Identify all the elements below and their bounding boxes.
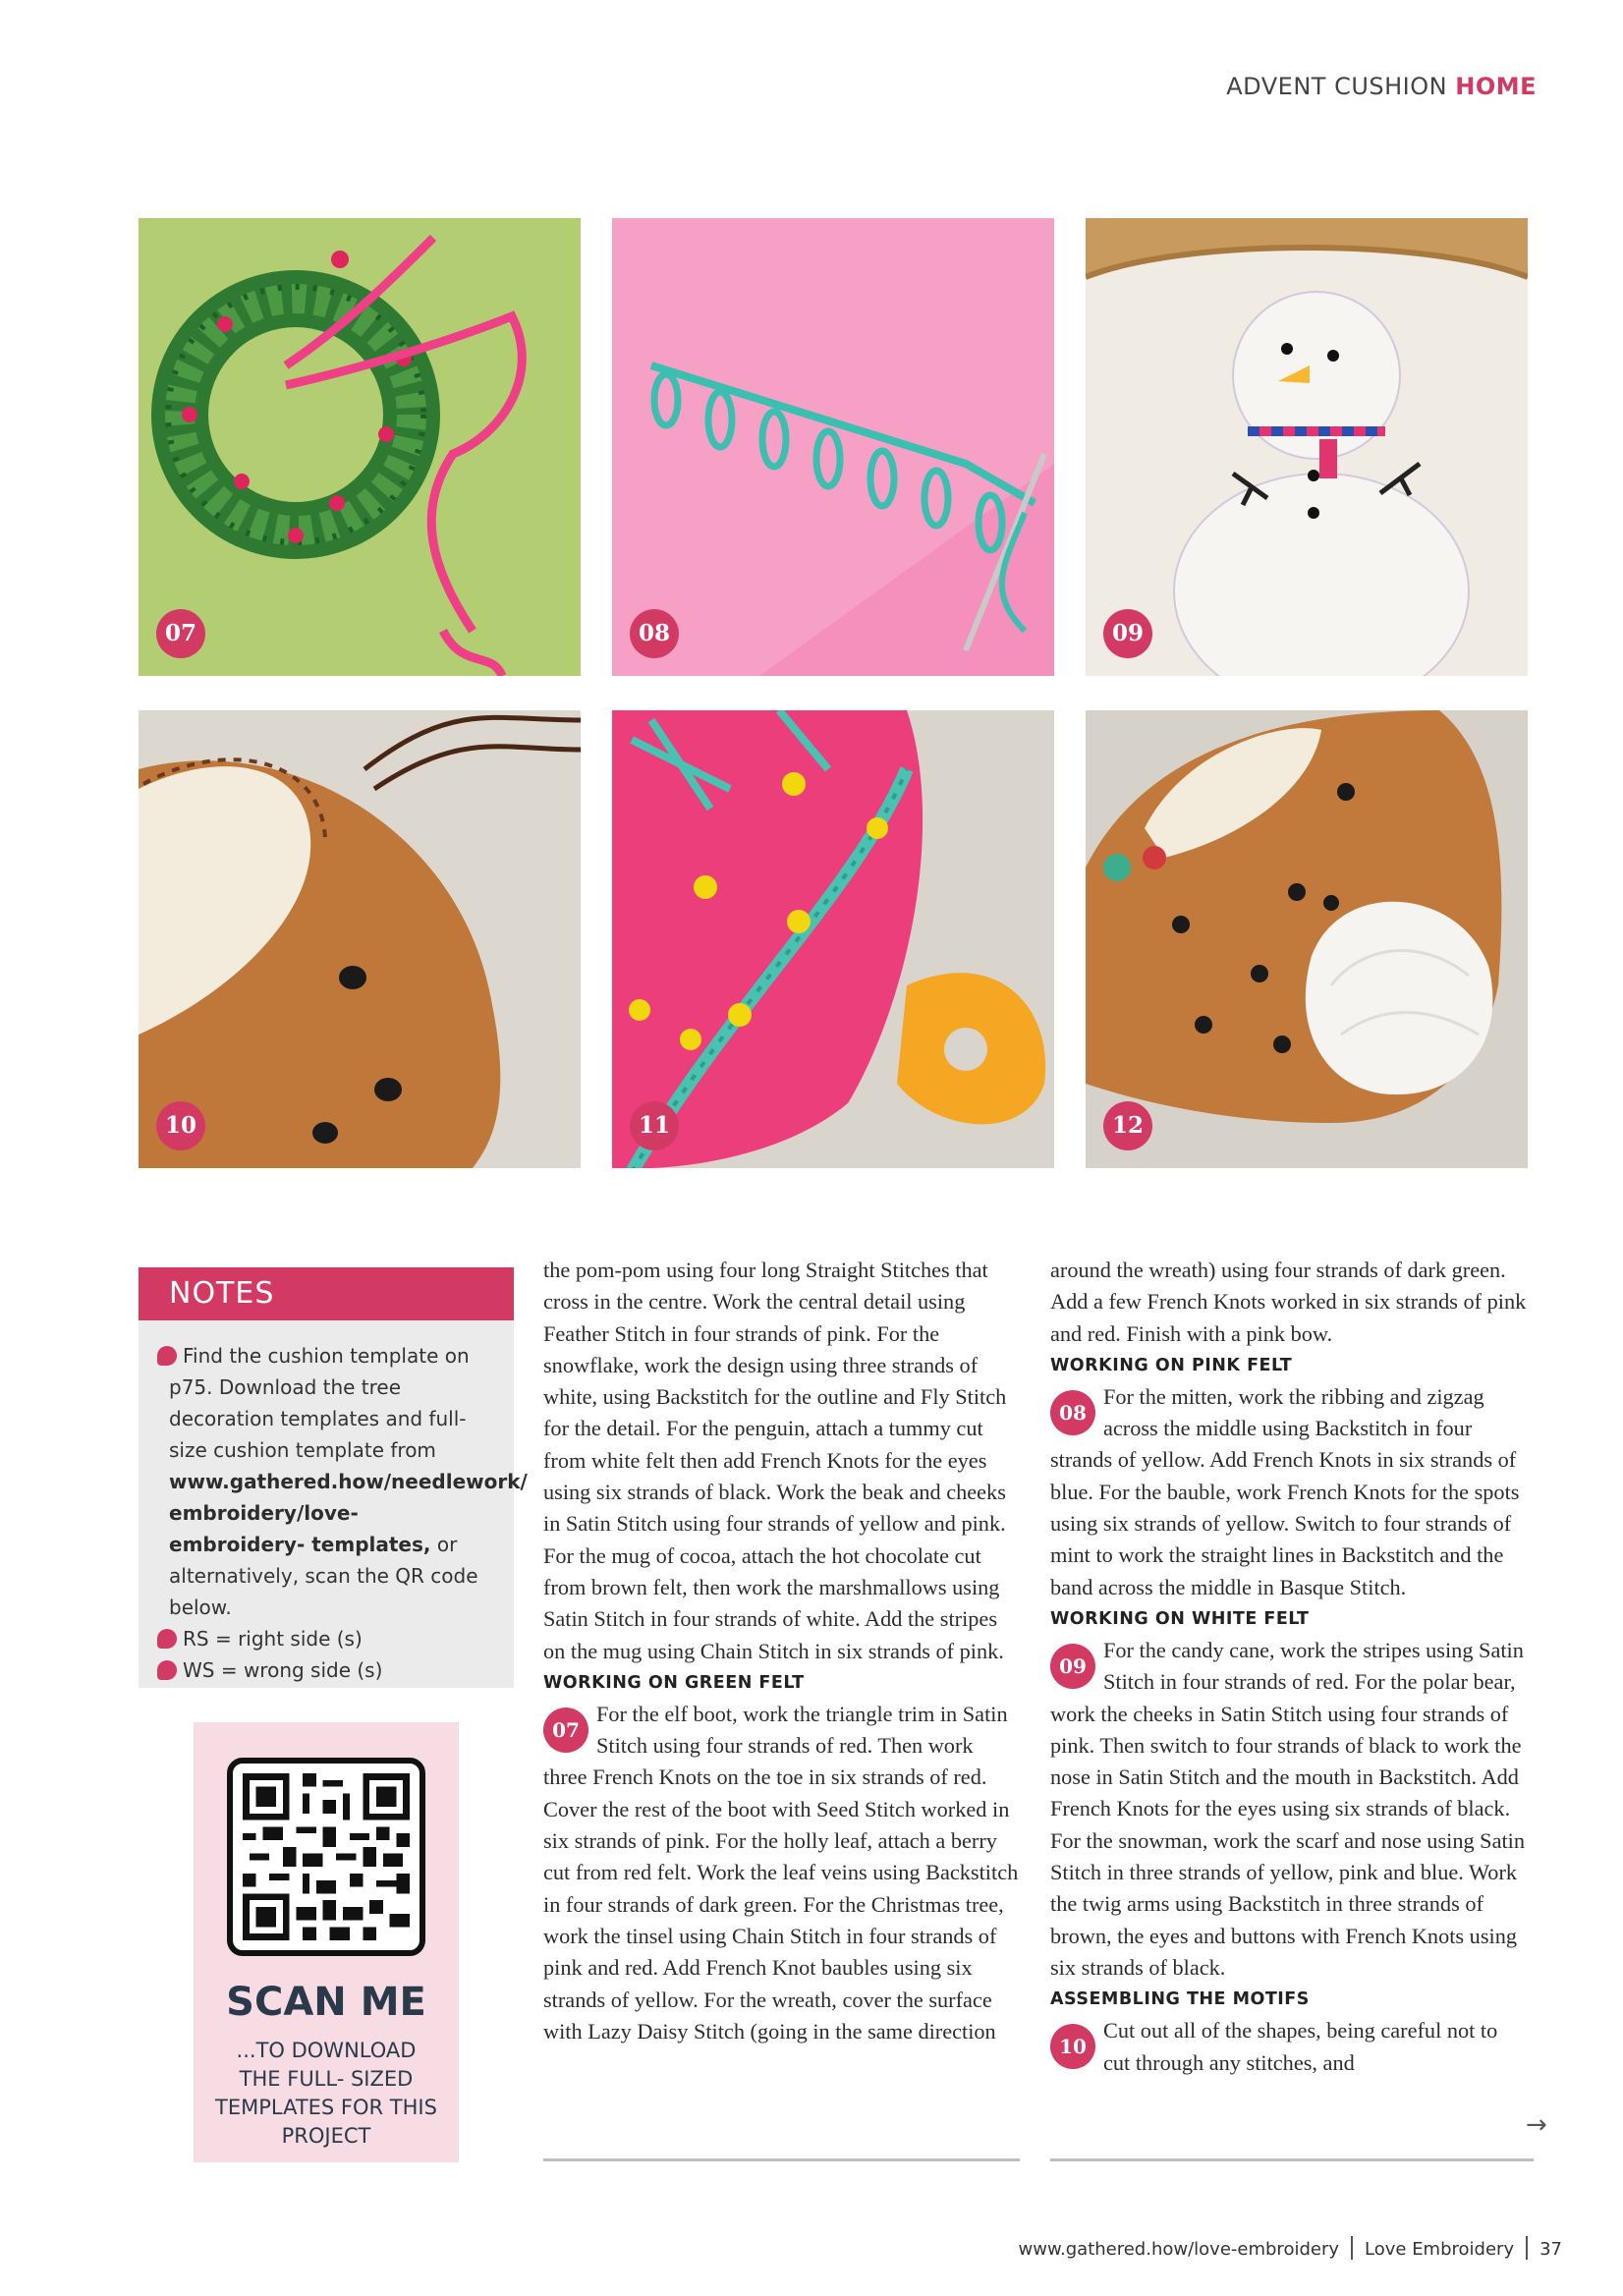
scan-me-heading: SCAN ME <box>226 1980 426 2025</box>
step-paragraph: 09 For the candy cane, work the stripes using Satin Stitch in four strands of red. For the polar bear, work the cheeks in Satin Stitch using four strands of pink. Then switch to four strands of black to work the nose in Satin Stitch and the mouth in Backstitch. Add French Knots for the eyes using six strands of black. For the snowman, work the scarf and nose using Satin Stitch in three strands of yellow, pink and blue. Work the twig arms using Backstitch in three strands of brown, the eyes and buttons with French Knots using six strands of black. <box>1050 1637 1526 1980</box>
footer-divider <box>1526 2236 1528 2260</box>
thread-bullet-icon <box>157 1346 177 1366</box>
snowman-embroidery-photo <box>1086 218 1528 676</box>
thread-bullet-icon <box>157 1660 177 1680</box>
notes-title: NOTES <box>139 1267 514 1320</box>
footer-url[interactable]: www.gathered.how/love-embroidery <box>1018 2239 1340 2260</box>
step-badge: 09 <box>1103 609 1152 658</box>
notes-item: RS = right side (s) <box>169 1623 490 1654</box>
step-number-badge: 07 <box>543 1708 588 1753</box>
step-badge: 11 <box>630 1101 679 1150</box>
footer-divider <box>1351 2236 1353 2260</box>
section-heading-green: WORKING ON GREEN FELT <box>543 1672 805 1693</box>
wreath-embroidery-photo <box>139 218 581 676</box>
stuffing-felt-photo <box>1086 710 1528 1168</box>
notes-box <box>139 1267 528 1688</box>
column-rule <box>543 2158 1020 2161</box>
thread-bullet-icon <box>157 1629 177 1649</box>
step-paragraph: 10 Cut out all of the shapes, being careful not to cut through any stitches, and <box>1050 2015 1527 2079</box>
notes-item: WS = wrong side (s) <box>169 1654 490 1686</box>
step-number-badge: 09 <box>1050 1644 1095 1689</box>
step-badge: 12 <box>1103 1101 1152 1150</box>
qr-code-icon[interactable] <box>227 1758 425 1956</box>
section-heading-pink: WORKING ON PINK FELT <box>1050 1355 1293 1375</box>
scan-me-text: ...TO DOWNLOAD THE FULL- SIZED TEMPLATES FOR THIS PROJECT <box>215 2039 437 2148</box>
step-badge: 08 <box>630 609 679 658</box>
fly-stitch-embroidery-photo <box>612 218 1054 676</box>
step-paragraph: 08 For the mitten, work the ribbing and zigzag across the middle using Backstitch in four strands of yellow. Add French Knots in six strands of blue. For the bauble, work French Knots for the spots using six strands of yellow. Switch to four strands of mint to work the straight lines in Backstitch and the band across the middle in Basque Stitch. <box>1050 1383 1520 1599</box>
notes-item: Find the cushion template on p75. Download the tree decoration templates and full-size cushion template from www.gathered.how/needlework/ embroidery/love-embroidery- templates, or alternatively, scan the QR code below. <box>169 1340 490 1623</box>
body-paragraph: the pom-pom using four long Straight Stitches that cross in the centre. Work the central detail using Feather Stitch in four strands of pink. For the snowflake, work the design using three strands of white, using Backstitch for the outline and Fly Stitch for the detail. For the penguin, attach a tummy cut from white felt then add French Knots for the eyes using six strands of black. Work the beak and cheeks in Satin Stitch using four strands of yellow and pink. For the mug of cocoa, attach the hot chocolate cut from brown felt, then work the marshmallows using Satin Stitch in four strands of white. Add the stripes on the mug using Chain Stitch in six strands of pink. <box>543 1258 1007 1663</box>
page-footer <box>1019 2236 1563 2260</box>
step-number-badge: 10 <box>1050 2024 1095 2069</box>
column-rule <box>1050 2158 1534 2161</box>
page-number: 37 <box>1539 2239 1562 2260</box>
footer-magazine: Love Embroidery <box>1365 2239 1515 2260</box>
running-header <box>1226 73 1537 100</box>
section-heading-white: WORKING ON WHITE FELT <box>1050 1608 1310 1629</box>
step-number-badge: 08 <box>1050 1390 1095 1435</box>
text-column-1 <box>543 1255 1020 2047</box>
felt-motif-photo <box>139 710 581 1168</box>
body-paragraph: around the wreath) using four strands of dark green. Add a few French Knots worked in six strands of pink and red. Finish with a pink bow. <box>1050 1258 1527 1346</box>
step-badge: 10 <box>156 1101 205 1150</box>
qr-panel <box>194 1722 459 2162</box>
bauble-felt-photo <box>612 710 1054 1168</box>
section-heading-assembling: ASSEMBLING THE MOTIFS <box>1050 1989 1310 2010</box>
step-badge: 07 <box>156 609 205 658</box>
step-paragraph: 07 For the elf boot, work the triangle trim in Satin Stitch using four strands of red. Then work three French Knots on the toe in six strands of red. Cover the rest of the boot with Seed Stitch worked in six strands of pink. For the holly leaf, attach a berry cut from red felt. Work the leaf veins using Backstitch in four strands of dark green. For the Christmas tree, work the tinsel using Chain Stitch in four strands of pink and red. Add French Knot baubles using six strands of yellow. For the wreath, cover the surface with Lazy Daisy Stitch (going in the same direction <box>543 1701 1019 2044</box>
continue-arrow-icon: → <box>1526 2110 1547 2140</box>
header-section: HOME <box>1455 73 1537 100</box>
header-project: ADVENT CUSHION <box>1226 73 1448 100</box>
template-link[interactable]: www.gathered.how/needlework/ embroidery/love-embroidery- templates, <box>169 1470 528 1556</box>
text-column-2 <box>1050 1255 1527 2079</box>
